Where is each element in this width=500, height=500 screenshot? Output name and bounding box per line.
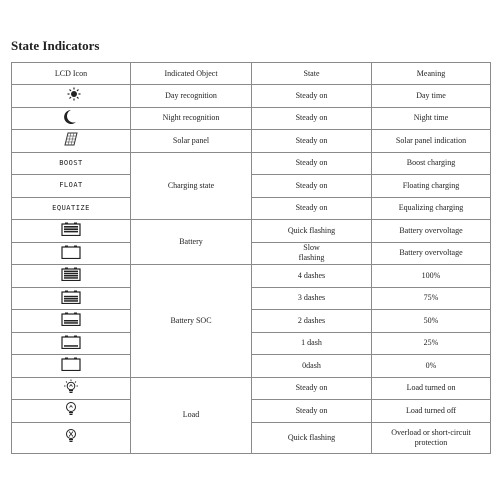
- state-cell: Steady on: [252, 197, 372, 220]
- state-cell: 2 dashes: [252, 310, 372, 333]
- meaning-cell: Boost charging: [372, 152, 491, 175]
- table-row: [12, 400, 491, 423]
- battery-full-icon: [61, 222, 81, 236]
- icon-cell: [12, 400, 131, 423]
- table-row: [12, 107, 491, 130]
- meaning-cell: Battery overvoltage: [372, 242, 491, 265]
- group-cell-charging-state: Charging state: [131, 152, 252, 220]
- battery-3-dash-icon: [61, 290, 81, 304]
- state-cell: Steady on: [252, 130, 372, 153]
- icon-cell: [12, 287, 131, 310]
- meaning-cell: Battery overvoltage: [372, 220, 491, 243]
- table-row: [12, 130, 491, 153]
- table-row: [12, 265, 491, 288]
- battery-4-dash-icon: [61, 267, 81, 281]
- bulb-on-icon: [62, 379, 80, 395]
- state-cell: 0dash: [252, 355, 372, 378]
- meaning-cell: Night time: [372, 107, 491, 130]
- icon-cell: [12, 130, 131, 153]
- column-header: State: [252, 63, 372, 85]
- table-row: [12, 242, 491, 265]
- icon-cell: [12, 265, 131, 288]
- table-header-row: [12, 63, 491, 85]
- state-cell: Quick flashing: [252, 220, 372, 243]
- icon-cell: [12, 242, 131, 265]
- meaning-cell: 100%: [372, 265, 491, 288]
- meaning-cell: 50%: [372, 310, 491, 333]
- icon-cell: [12, 85, 131, 108]
- meaning-cell: Load turned off: [372, 400, 491, 423]
- meaning-cell: Day time: [372, 85, 491, 108]
- meaning-cell: Solar panel indication: [372, 130, 491, 153]
- table-row: [12, 197, 491, 220]
- state-cell: 4 dashes: [252, 265, 372, 288]
- table-row: [12, 287, 491, 310]
- object-cell: Solar panel: [131, 130, 252, 153]
- state-cell: 1 dash: [252, 332, 372, 355]
- state-indicators-table: [11, 62, 491, 454]
- column-header: LCD Icon: [12, 63, 131, 85]
- page-title: State Indicators: [11, 38, 100, 53]
- meaning-cell: 75%: [372, 287, 491, 310]
- sun-icon: [60, 87, 82, 101]
- meaning-cell: Floating charging: [372, 175, 491, 198]
- table-row: [12, 332, 491, 355]
- state-cell: Steady on: [252, 400, 372, 423]
- icon-cell: [12, 422, 131, 453]
- meaning-cell: 25%: [372, 332, 491, 355]
- state-cell: Steady on: [252, 85, 372, 108]
- column-header: Meaning: [372, 63, 491, 85]
- battery-1-dash-icon: [61, 335, 81, 349]
- battery-empty-icon: [61, 245, 81, 259]
- group-cell-battery-soc: Battery SOC: [131, 265, 252, 378]
- table-row: [12, 85, 491, 108]
- state-cell: Quick flashing: [252, 422, 372, 453]
- table-row: [12, 422, 491, 453]
- table-row: [12, 152, 491, 175]
- icon-text-cell: EQUATIZE: [12, 197, 131, 220]
- icon-cell: [12, 310, 131, 333]
- solar-panel-icon: [64, 132, 78, 146]
- battery-2-dash-icon: [61, 312, 81, 326]
- icon-text-cell: FLOAT: [12, 175, 131, 198]
- group-cell-load: Load: [131, 377, 252, 453]
- icon-text-cell: BOOST: [12, 152, 131, 175]
- table-row: [12, 355, 491, 378]
- state-cell: Steady on: [252, 107, 372, 130]
- table-row: [12, 310, 491, 333]
- icon-cell: [12, 220, 131, 243]
- table-row: [12, 377, 491, 400]
- table-row: [12, 220, 491, 243]
- group-cell-battery: Battery: [131, 220, 252, 265]
- meaning-cell: Equalizing charging: [372, 197, 491, 220]
- state-cell: 3 dashes: [252, 287, 372, 310]
- object-cell: Day recognition: [131, 85, 252, 108]
- state-cell: Steady on: [252, 175, 372, 198]
- state-cell: Steady on: [252, 152, 372, 175]
- icon-cell: [12, 355, 131, 378]
- table-row: [12, 175, 491, 198]
- moon-icon: [64, 109, 78, 125]
- object-cell: Night recognition: [131, 107, 252, 130]
- icon-cell: [12, 377, 131, 400]
- icon-cell: [12, 107, 131, 130]
- meaning-cell: 0%: [372, 355, 491, 378]
- bulb-fault-icon: [64, 428, 78, 444]
- meaning-cell: Overload or short-circuit protection: [372, 422, 491, 453]
- icon-cell: [12, 332, 131, 355]
- column-header: Indicated Object: [131, 63, 252, 85]
- state-cell: Slow flashing: [252, 242, 372, 265]
- bulb-off-icon: [64, 401, 78, 417]
- battery-0-dash-icon: [61, 357, 81, 371]
- meaning-cell: Load turned on: [372, 377, 491, 400]
- state-cell: Steady on: [252, 377, 372, 400]
